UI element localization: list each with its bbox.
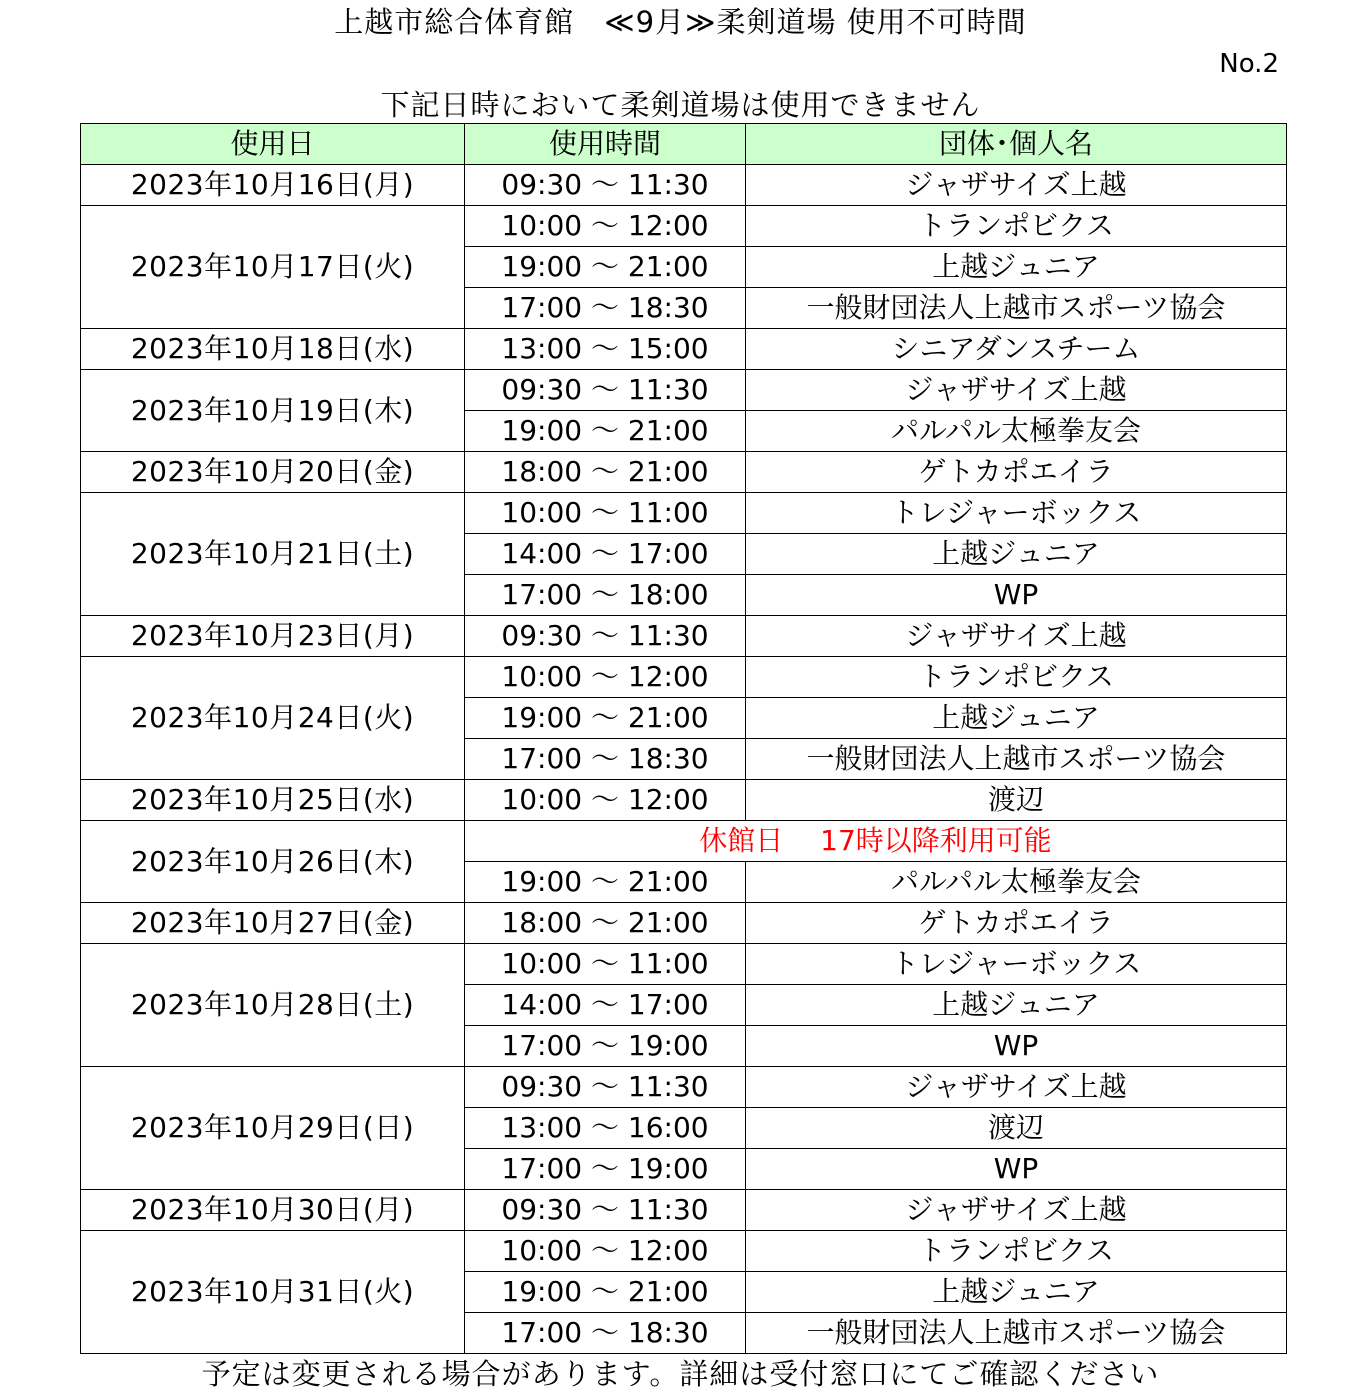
usage-date-cell: 2023年10月19日(木) <box>81 370 465 452</box>
table-row <box>81 657 1287 698</box>
group-name-cell: パルパル太極拳友会 <box>746 411 1287 452</box>
group-name-cell: トレジャーボックス <box>746 493 1287 534</box>
table-row <box>81 1231 1287 1272</box>
table-row <box>81 903 1287 944</box>
usage-time-cell: 19:00 ～ 21:00 <box>465 247 746 288</box>
closed-notice-cell: 休館日 17時以降利用可能 <box>465 821 1287 862</box>
group-name-cell: 上越ジュニア <box>746 534 1287 575</box>
group-name-cell: トランポビクス <box>746 206 1287 247</box>
group-name-cell: シニアダンスチーム <box>746 329 1287 370</box>
usage-time-cell: 17:00 ～ 18:30 <box>465 739 746 780</box>
table-row <box>81 493 1287 534</box>
table-row <box>81 452 1287 493</box>
usage-time-cell: 10:00 ～ 11:00 <box>465 944 746 985</box>
usage-date-cell: 2023年10月29日(日) <box>81 1067 465 1190</box>
group-name-cell: ジャザサイズ上越 <box>746 370 1287 411</box>
group-name-cell: 上越ジュニア <box>746 698 1287 739</box>
table-row <box>81 1190 1287 1231</box>
group-name-cell: WP <box>746 1149 1287 1190</box>
group-name-cell: 渡辺 <box>746 1108 1287 1149</box>
usage-time-cell: 17:00 ～ 19:00 <box>465 1149 746 1190</box>
table-row <box>81 206 1287 247</box>
usage-date-cell: 2023年10月23日(月) <box>81 616 465 657</box>
table-row <box>81 821 1287 862</box>
usage-time-cell: 17:00 ～ 18:30 <box>465 288 746 329</box>
usage-time-cell: 19:00 ～ 21:00 <box>465 862 746 903</box>
table-row <box>81 370 1287 411</box>
group-name-cell: トランポビクス <box>746 657 1287 698</box>
usage-time-cell: 10:00 ～ 11:00 <box>465 493 746 534</box>
group-name-cell: 一般財団法人上越市スポーツ協会 <box>746 288 1287 329</box>
table-header-row <box>81 124 1287 165</box>
group-name-cell: トレジャーボックス <box>746 944 1287 985</box>
group-name-cell: 一般財団法人上越市スポーツ協会 <box>746 739 1287 780</box>
usage-time-cell: 09:30 ～ 11:30 <box>465 1190 746 1231</box>
usage-date-cell: 2023年10月26日(木) <box>81 821 465 903</box>
group-name-cell: トランポビクス <box>746 1231 1287 1272</box>
usage-time-cell: 19:00 ～ 21:00 <box>465 698 746 739</box>
schedule-body <box>81 165 1287 1354</box>
document-title: 上越市総合体育館 ≪9月≫柔剣道場 使用不可時間 <box>334 5 1027 39</box>
group-name-cell: WP <box>746 575 1287 616</box>
group-name-cell: ゲトカポエイラ <box>746 903 1287 944</box>
usage-time-cell: 10:00 ～ 12:00 <box>465 780 746 821</box>
table-row <box>81 780 1287 821</box>
usage-date-cell: 2023年10月21日(土) <box>81 493 465 616</box>
usage-time-cell: 09:30 ～ 11:30 <box>465 1067 746 1108</box>
usage-time-cell: 13:00 ～ 15:00 <box>465 329 746 370</box>
usage-time-cell: 17:00 ～ 18:30 <box>465 1313 746 1354</box>
usage-time-cell: 19:00 ～ 21:00 <box>465 1272 746 1313</box>
table-row <box>81 165 1287 206</box>
usage-time-cell: 09:30 ～ 11:30 <box>465 370 746 411</box>
usage-time-cell: 19:00 ～ 21:00 <box>465 411 746 452</box>
group-name-cell: 上越ジュニア <box>746 247 1287 288</box>
schedule-table <box>80 123 1287 1354</box>
usage-time-cell: 18:00 ～ 21:00 <box>465 452 746 493</box>
usage-time-cell: 10:00 ～ 12:00 <box>465 657 746 698</box>
usage-date-cell: 2023年10月30日(月) <box>81 1190 465 1231</box>
usage-time-cell: 17:00 ～ 18:00 <box>465 575 746 616</box>
table-row <box>81 616 1287 657</box>
usage-time-cell: 14:00 ～ 17:00 <box>465 534 746 575</box>
usage-time-cell: 09:30 ～ 11:30 <box>465 616 746 657</box>
document-number: No.2 <box>1219 49 1279 79</box>
table-row <box>81 329 1287 370</box>
usage-time-cell: 09:30 ～ 11:30 <box>465 165 746 206</box>
usage-time-cell: 13:00 ～ 16:00 <box>465 1108 746 1149</box>
table-row <box>81 944 1287 985</box>
group-name-cell: WP <box>746 1026 1287 1067</box>
header-date: 使用日 <box>81 124 465 165</box>
usage-time-cell: 14:00 ～ 17:00 <box>465 985 746 1026</box>
table-row <box>81 1067 1287 1108</box>
usage-date-cell: 2023年10月25日(水) <box>81 780 465 821</box>
usage-time-cell: 10:00 ～ 12:00 <box>465 1231 746 1272</box>
group-name-cell: パルパル太極拳友会 <box>746 862 1287 903</box>
group-name-cell: ジャザサイズ上越 <box>746 616 1287 657</box>
usage-date-cell: 2023年10月24日(火) <box>81 657 465 780</box>
usage-date-cell: 2023年10月20日(金) <box>81 452 465 493</box>
usage-date-cell: 2023年10月18日(水) <box>81 329 465 370</box>
usage-date-cell: 2023年10月31日(火) <box>81 1231 465 1354</box>
usage-date-cell: 2023年10月17日(火) <box>81 206 465 329</box>
header-group: 団体･個人名 <box>746 124 1287 165</box>
usage-time-cell: 17:00 ～ 19:00 <box>465 1026 746 1067</box>
group-name-cell: ジャザサイズ上越 <box>746 1190 1287 1231</box>
usage-date-cell: 2023年10月28日(土) <box>81 944 465 1067</box>
usage-date-cell: 2023年10月27日(金) <box>81 903 465 944</box>
footer-note: 予定は変更される場合があります。詳細は受付窓口にてご確認ください <box>201 1357 1160 1391</box>
group-name-cell: ジャザサイズ上越 <box>746 165 1287 206</box>
usage-date-cell: 2023年10月16日(月) <box>81 165 465 206</box>
notice-text: 下記日時において柔剣道場は使用できません <box>380 88 981 122</box>
group-name-cell: 上越ジュニア <box>746 1272 1287 1313</box>
group-name-cell: 上越ジュニア <box>746 985 1287 1026</box>
group-name-cell: 渡辺 <box>746 780 1287 821</box>
group-name-cell: ジャザサイズ上越 <box>746 1067 1287 1108</box>
group-name-cell: 一般財団法人上越市スポーツ協会 <box>746 1313 1287 1354</box>
usage-time-cell: 18:00 ～ 21:00 <box>465 903 746 944</box>
group-name-cell: ゲトカポエイラ <box>746 452 1287 493</box>
header-time: 使用時間 <box>465 124 746 165</box>
usage-time-cell: 10:00 ～ 12:00 <box>465 206 746 247</box>
